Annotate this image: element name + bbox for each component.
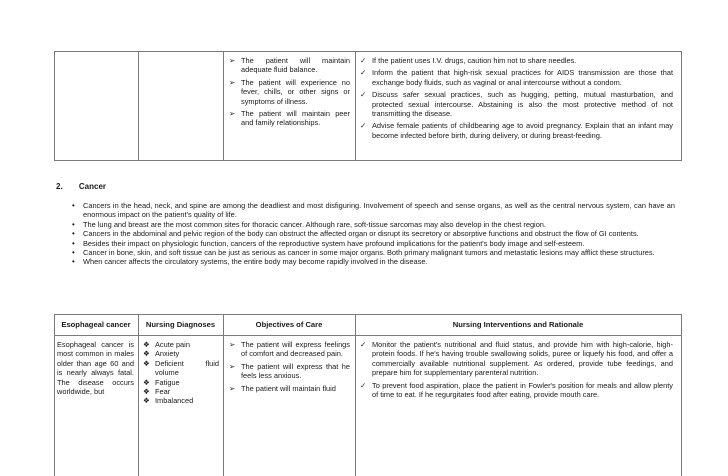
list-item: ➢ The patient will experience no fever, chills, or other signs or symptoms of illness. bbox=[229, 77, 350, 106]
top-table-bottom-border bbox=[54, 160, 682, 161]
arrow-bullet-icon: ➢ bbox=[229, 361, 236, 371]
bottom-interventions-list bbox=[360, 340, 673, 402]
list-item: ❖ Imbalanced bbox=[143, 396, 194, 406]
arrow-bullet-icon: ➢ bbox=[229, 109, 236, 119]
list-item: • Cancers in the abdominal and pelvic region of the body can obstruct the affected organ or disrupt its secretory or absorptive functions and obstruct the flow of GI contents. bbox=[72, 229, 639, 239]
diamond-bullet-icon: ❖ bbox=[143, 349, 150, 359]
top-table-border bbox=[223, 51, 224, 161]
list-item: • Cancers in the head, neck, and spine are among the deadliest and most disfiguring. Involvement of speech and sense organs, as well as the central nervous system, can have an enormous impact on the patient's quality of life. bbox=[72, 201, 675, 220]
check-icon: ✓ bbox=[360, 56, 367, 65]
top-table-border bbox=[355, 51, 356, 161]
top-table-border bbox=[681, 51, 682, 161]
list-item: ✓ Monitor the patient's nutritional and fluid status, and provide him with high-calorie, high-protein foods. If he's having trouble swallowing solids, puree or liquefy his food, and offer a commercially available nutritional supplement. As ordered, provide tube feedings, and prepare him for supplementary parenteral nutrition. bbox=[360, 340, 673, 378]
column-header: Nursing Interventions and Rationale bbox=[452, 320, 584, 329]
list-item: ➢ The patient will maintain fluid bbox=[229, 383, 336, 393]
list-item: ❖ Acute pain bbox=[143, 340, 190, 349]
list-item: ➢ The patient will maintain adequate fluid balance. bbox=[229, 56, 350, 75]
list-item: ❖ Fear bbox=[143, 387, 171, 397]
bottom-table-border bbox=[138, 314, 139, 476]
list-item: • Besides their impact on physiologic function, cancers of the reproductive system have profound implications for the patient's body image and self-esteem. bbox=[72, 238, 585, 248]
cancer-bullet-list bbox=[66, 201, 675, 267]
diagnoses-list bbox=[143, 340, 219, 406]
list-item: ➢ The patient will maintain peer and family relationships. bbox=[229, 109, 350, 128]
diamond-bullet-icon: ❖ bbox=[143, 358, 150, 368]
column-header: Nursing Diagnoses bbox=[145, 320, 216, 329]
diamond-bullet-icon: ❖ bbox=[143, 387, 150, 397]
esophageal-cancer-description: Esophageal cancer is most common in males older than age 60 and is nearly always fatal. The disease occurs worldwide, but bbox=[57, 340, 134, 397]
list-item: ✓ Advise female patients of childbearing age to avoid pregnancy. Explain that an infant may become infected before birth, during delivery, or during breast-feeding. bbox=[360, 121, 673, 140]
list-item: ➢ The patient will express feelings of comfort and decreased pain. bbox=[229, 340, 350, 359]
section-number: 2. bbox=[56, 182, 63, 191]
column-header: Esophageal cancer bbox=[61, 320, 131, 329]
diamond-bullet-icon: ❖ bbox=[143, 396, 150, 406]
top-table-border bbox=[54, 51, 55, 161]
bottom-table-header-border bbox=[54, 335, 682, 336]
top-interventions-list bbox=[360, 56, 673, 143]
bottom-table-border bbox=[355, 314, 356, 476]
bottom-table-border bbox=[223, 314, 224, 476]
arrow-bullet-icon: ➢ bbox=[229, 383, 236, 393]
check-icon: ✓ bbox=[360, 68, 367, 78]
list-item: ➢ The patient will express that he feels less anxious. bbox=[229, 361, 350, 381]
check-icon: ✓ bbox=[360, 121, 367, 131]
check-icon: ✓ bbox=[360, 90, 367, 100]
list-item: ✓ To prevent food aspiration, place the patient in Fowler's position for meals and allow plenty of time to eat. If he regurgitates food after eating, provide mouth care. bbox=[360, 380, 673, 400]
check-icon: ✓ bbox=[360, 340, 367, 349]
bullet-icon: • bbox=[72, 219, 75, 229]
arrow-bullet-icon: ➢ bbox=[229, 340, 236, 349]
list-item: ✓ Discuss safer sexual practices, such as hugging, petting, mutual masturbation, and protected sexual intercourse. Abstaining is also the most protective method of not transmitting the disease. bbox=[360, 90, 673, 119]
bottom-table-border bbox=[681, 314, 682, 476]
bottom-table-border bbox=[54, 314, 55, 476]
bottom-objectives-list bbox=[229, 340, 350, 396]
top-table-border bbox=[138, 51, 139, 161]
section-heading bbox=[56, 182, 106, 191]
list-item: ✓ Inform the patient that high-risk sexual practices for AIDS transmission are those that exchange body fluids, such as vaginal or anal intercourse without a condom. bbox=[360, 68, 673, 87]
arrow-bullet-icon: ➢ bbox=[229, 56, 236, 65]
check-icon: ✓ bbox=[360, 380, 367, 390]
diamond-bullet-icon: ❖ bbox=[143, 340, 150, 349]
list-item: • Cancer in bone, skin, and soft tissue can be just as serious as cancer in some major organs. Both primary malignant tumors and metastatic lesions may afflict these structures. bbox=[72, 248, 655, 258]
list-item: ❖ Fatigue bbox=[143, 377, 180, 387]
bullet-icon: • bbox=[72, 248, 75, 258]
bottom-table-top-border bbox=[54, 314, 682, 315]
list-item: ❖ Anxiety bbox=[143, 349, 180, 359]
bullet-icon: • bbox=[72, 238, 75, 248]
list-item: ✓ If the patient uses I.V. drugs, caution him not to share needles. bbox=[360, 56, 577, 65]
top-objectives-list bbox=[229, 56, 350, 131]
section-title: Cancer bbox=[78, 182, 107, 191]
column-header: Objectives of Care bbox=[255, 320, 323, 329]
bullet-icon: • bbox=[72, 201, 75, 210]
bullet-icon: • bbox=[72, 229, 75, 239]
diamond-bullet-icon: ❖ bbox=[143, 377, 150, 387]
list-item: • The lung and breast are the most common sites for thoracic cancer. Although rare, soft-tissue sarcomas may also develop in the chest region. bbox=[72, 219, 546, 229]
bullet-icon: • bbox=[72, 257, 75, 267]
list-item: • When cancer affects the circulatory systems, the entire body may become rapidly involved in the disease. bbox=[72, 257, 428, 267]
top-table-top-border bbox=[54, 51, 682, 52]
arrow-bullet-icon: ➢ bbox=[229, 77, 236, 87]
list-item: ❖ Deficient fluid volume bbox=[143, 358, 219, 378]
